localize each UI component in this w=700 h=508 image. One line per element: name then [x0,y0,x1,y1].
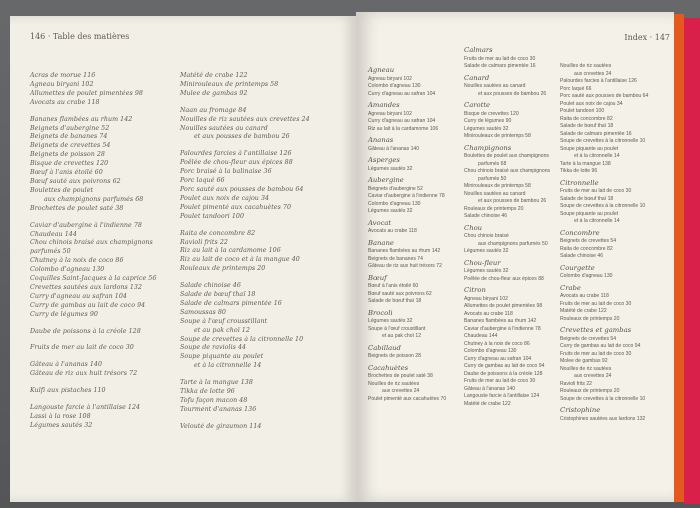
index-entry: Colombo d'agneau 130 [368,200,421,207]
contents-entry: Velouté de giraumon 114 [180,422,262,430]
contents-entry: Poulet tandoori 100 [180,212,245,220]
index-entry: Fruits de mer au lait de coco 30 [464,55,536,62]
index-subentry: aux champignons parfumés 50 [478,240,548,247]
contents-entry: Ravioli frits 22 [180,238,228,246]
index-entry: Légumes sautés 32 [368,318,413,324]
contents-entry: Nouilles de riz sautées aux crevettes 24 [180,115,310,123]
index-entry: Gâteau de riz aux huit trésors 72 [368,263,442,269]
index-entry: Salade de bœuf thaï 18 [368,298,422,304]
spacer [180,371,348,379]
index-entry: Fruits de mer au lait de coco 30 [560,300,632,307]
index-entry: Curry d'agneau au safran 104 [464,355,532,362]
index-entry: Chutney à la noix de coco 86 [464,340,530,347]
index-entry: Beignets de crevettes 54 [560,335,617,342]
contents-entry: et au pak choï 12 [194,326,250,334]
index-subentry: parfumés 50 [478,175,507,182]
index-entry: Poulet aux noix de cajou 34 [560,100,623,107]
contents-entry: Minirouleaux de printemps 58 [180,80,279,88]
index-entry: Boulettes de poulet aux champignons [464,153,549,159]
index-entry: Nouilles sautées au canard [464,190,526,197]
contents-entry: Kulfi aux pistaches 110 [30,387,106,395]
index-entry: Bœuf à l'anis étoilé 60 [368,283,419,289]
index-subentry: et au pak choï 12 [382,333,422,339]
spacer [30,396,180,404]
index-entry: Fruits de mer au lait de coco 30 [464,378,536,384]
contents-entry: Tourment d'ananas 136 [180,405,257,413]
contents-entry: Raita de concombre 82 [180,229,256,237]
spacer [180,142,348,150]
contents-entry: Coquilles Saint-Jacques à la caprice 56 [30,275,157,283]
index-entry: Soupe piquante au poulet [560,145,619,152]
index-entry: Curry de gambas au lait de coco 94 [464,363,545,369]
contents-entry: Langouste farcie à l'antillaise 124 [30,404,141,412]
contents-entry: Colombo d'agneau 130 [30,266,105,274]
index-subentry: et aux pousses de bambou 26 [478,90,547,97]
contents-entry: Salade de bœuf thaï 18 [180,291,256,299]
index-entry: Bisque de crevettes 120 [464,110,519,117]
contents-entry: Bœuf à l'anis étoilé 60 [30,169,103,177]
contents-entry: Avocats au crabe 118 [30,98,100,106]
contents-entry: Tofu façon macon 48 [180,397,248,404]
contents-entry: Curry de légumes 90 [30,310,98,318]
index-heading: Chou-fleur [464,258,501,267]
index-entry: Daube de poissons à la créole 128 [464,370,543,377]
contents-entry: Tarte à la mangue 138 [180,379,253,387]
index-heading: Bœuf [368,273,387,282]
index-heading: Agneau [368,66,395,74]
index-entry: Palourdes farcies à l'antillaise 126 [560,78,637,84]
contents-entry: Lassi à la rose 108 [30,413,91,420]
index-entry: Soupe de crevettes à la citronnelle 10 [560,138,646,144]
contents-entry: Naan au fromage 84 [180,106,247,114]
spacer [180,222,348,230]
index-entry: Ravioli frits 22 [560,380,592,387]
index-entry: Avocats au crabe 118 [560,293,609,299]
contents-entry: Fruits de mer au lait de coco 30 [30,344,134,352]
contents-entry: Bœuf sauté aux poivrons 62 [30,177,121,185]
index-entry: Chou chinois braisé [464,233,509,239]
index-entry: Agneau biryani 102 [368,75,412,82]
index-entry: Légumes sautés 32 [464,248,509,254]
contents-entry: Chou chinois braisé aux champignons [30,239,153,247]
contents-entry: Poêlée de chou-fleur aux épices 88 [180,159,293,167]
index-heading: Courgette [560,263,595,272]
contents-entry: aux champignons parfumés 68 [44,195,144,203]
contents-entry: Tikka de lotte 96 [180,388,235,396]
index-entry: Fruits de mer au lait de coco 30 [560,350,632,357]
index-entry: Poulet tandoori 100 [560,108,605,114]
contents-entry: Poulet aux noix de cajou 34 [180,194,270,202]
index-column-2 [464,43,560,408]
spacer [30,336,180,344]
contents-entry: Porc laqué 66 [180,177,225,185]
index-entry: Colombo d'agneau 130 [464,348,517,354]
contents-entry: Porc braisé à la balinaise 36 [180,168,272,176]
contents-entry: Légumes sautés 32 [30,421,93,429]
contents-entry: Daube de poissons à la créole 128 [30,327,141,335]
index-entry: Cristophines sautées aux lardons 132 [560,415,646,422]
index-entry: Salade de calmars pimentée 16 [560,130,632,137]
spacer [30,320,180,328]
contents-entry: Beignets de crevettes 54 [30,142,111,150]
index-subentry: et aux pousses de bambou 26 [478,198,547,204]
index-entry: Légumes sautés 32 [368,208,413,214]
red-page-edge [684,18,700,504]
contents-entry: Salade de calmars pimentée 16 [180,299,282,307]
index-entry: Langouste farcie à l'antillaise 124 [464,393,540,399]
contents-entry: Acras de morue 116 [30,72,96,79]
contents-column-2 [180,72,348,432]
spacer [30,353,180,361]
index-entry: Salade de calmars pimentée 16 [464,63,536,69]
index-heading: Aubergine [368,176,404,184]
contents-entry: Nouilles sautées au canard [180,124,268,132]
index-entry: Beignets de poisson 28 [368,353,421,359]
index-heading: Calmars [464,46,493,54]
index-entry: Nouilles de riz sautées [560,365,612,372]
index-subentry: aux crevettes 24 [382,388,420,394]
index-entry: Gâteau à l'ananas 140 [368,145,420,152]
contents-entry: Gâteau à l'ananas 140 [30,361,103,369]
index-subentry: aux crevettes 24 [574,70,612,77]
index-entry: Avocats au crabe 118 [464,310,513,317]
index-entry: Allumettes de poulet pimentées 98 [464,303,543,309]
index-subentry: et à la citronnelle 14 [574,218,620,224]
index-entry: Agneau biryani 102 [464,295,508,302]
index-column-1 [368,63,460,403]
index-entry: Rouleaux de printemps 20 [560,388,620,394]
index-heading: Cristophine [560,406,601,414]
index-entry: Nouilles de riz sautées [368,380,420,387]
index-entry: Curry de légumes 90 [464,118,512,124]
contents-entry: Porc sauté aux pousses de bambou 64 [180,185,304,193]
contents-entry: Soupe à l'œuf crousstillant [180,317,268,325]
index-entry: Matété de crabe 122 [560,308,607,314]
index-entry: Matété de crabe 122 [464,400,511,407]
index-entry: Porc laqué 66 [560,85,592,92]
index-heading: Banane [368,238,394,247]
index-entry: Poulet pimenté aux cacahuètes 70 [368,395,447,402]
index-entry: Nouilles sautées au canard [464,83,526,89]
index-subentry: et à la citronnelle 14 [574,153,620,159]
index-entry: Légumes sautés 32 [464,268,509,274]
index-entry: Curry d'agneau au safran 104 [368,90,436,97]
index-entry: Minirouleaux de printemps 58 [464,183,531,189]
contents-entry: Riz au lait de coco et à la mangue 40 [180,256,300,264]
spacer [180,99,348,107]
index-entry: Légumes sautés 32 [368,165,413,172]
index-heading: Chou [464,223,483,232]
index-entry: Beignets de bananes 74 [368,255,423,262]
index-heading: Citronnelle [560,178,599,187]
index-entry: Avocats au crabe 118 [368,228,417,234]
index-entry: Salade de bœuf thaï 18 [560,123,614,129]
index-heading: Crabe [560,283,581,292]
index-entry: Gâteau à l'ananas 140 [464,385,516,392]
spacer [30,379,180,387]
index-entry: Tikka de lotte 96 [560,168,598,174]
index-entry: Soupe de crevettes à la citronnelle 10 [560,203,646,209]
index-entry: Caviar d'aubergine à l'indienne 78 [368,193,445,199]
contents-entry: Salade chinoise 46 [180,282,241,290]
index-entry: Salade chinoise 46 [464,213,508,219]
contents-entry: Gâteau de riz aux huit trésors 72 [30,370,138,378]
contents-entry: Boulettes de poulet [30,186,94,194]
index-entry: Légumes sautés 32 [464,125,509,132]
contents-entry: et à la citronnelle 14 [194,362,262,370]
index-entry: Colombo d'agneau 130 [368,83,421,89]
index-entry: Soupe piquante au poulet [560,210,619,217]
index-column-3 [560,63,668,423]
index-entry: Raita de concombre 82 [560,245,613,252]
index-entry: Bœuf sauté aux poivrons 62 [368,290,432,297]
index-entry: Beignets d'aubergine 52 [368,185,423,192]
index-heading: Cacahuètes [368,363,409,372]
index-entry: Brochettes de poulet saté 38 [368,373,433,379]
spacer [180,274,348,282]
index-subentry: parfumés 68 [478,160,507,167]
index-entry: Chou chinois braisé aux champignons [464,168,551,174]
index-entry: Colombo d'agneau 130 [560,273,613,279]
index-heading: Carotte [464,101,491,109]
index-entry: Agneau biryani 102 [368,110,412,117]
contents-entry: Chaudeau 144 [30,230,77,238]
index-entry: Porc sauté aux pousses de bambou 64 [560,93,649,99]
right-page-header: Index · 147 [624,33,670,42]
index-entry: Salade chinoise 46 [560,253,604,259]
index-entry: Curry d'agneau au safran 104 [368,118,436,124]
index-entry: Bananes flambées au rhum 142 [368,248,441,254]
index-entry: Riz au lait à la cardamome 106 [368,125,439,132]
contents-entry: Beignets de poisson 28 [30,151,105,159]
index-entry: Bananes flambées au rhum 142 [464,318,537,324]
contents-entry: Soupe piquante au poulet [180,353,264,361]
contents-entry: Mulee de gambas 92 [180,89,248,97]
index-entry: Soupe de crevettes à la citronnelle 10 [560,395,646,402]
contents-entry: Bananes flambées au rhum 142 [30,115,133,123]
contents-entry: Poulet pimenté aux cacahuètes 70 [180,203,292,211]
orange-page-edge [674,14,684,502]
index-heading: Avocat [368,218,392,227]
index-heading: Brocoli [368,308,393,317]
index-entry: Rouleaux de printemps 20 [560,315,620,322]
contents-entry: Samoussas 80 [180,308,226,316]
contents-entry: Curry de gambas au lait de coco 94 [30,301,146,309]
index-entry: Nouilles de riz sautées [560,63,612,69]
contents-entry: parfumés 50 [30,248,71,256]
contents-entry: Riz au lait à la cardamome 106 [180,247,281,255]
index-entry: Caviar d'aubergine à l'indienne 78 [464,325,541,332]
contents-column-1 [30,72,180,431]
index-heading: Crevettes et gambas [560,326,632,334]
index-heading: Cabillaud [368,343,401,352]
contents-entry: Caviar d'aubergine à l'indienne 78 [30,221,142,229]
index-heading: Citron [464,286,486,294]
contents-entry: et aux pousses de bambou 26 [194,133,290,141]
index-entry: Poêlée de chou-fleur aux épices 88 [464,275,544,282]
contents-entry: Rouleaux de printemps 20 [180,265,266,273]
spacer [30,108,180,116]
spacer [180,415,348,423]
contents-entry: Crevettes sautées aux lardons 132 [30,283,143,291]
contents-entry: Chutney à la noix de coco 86 [30,257,124,265]
contents-entry: Beignets d'aubergine 52 [30,124,110,132]
spacer [30,214,180,222]
index-entry: Minirouleaux de printemps 58 [464,133,531,139]
index-entry: Molee de gambas 92 [560,358,608,364]
left-page-header: 146 · Table des matières [30,32,130,41]
contents-entry: Soupe de crevettes à la citronnelle 10 [180,335,304,343]
index-entry: Tarte à la mangue 138 [560,160,611,167]
index-heading: Amandes [368,101,400,109]
contents-entry: Soupe de raviolis 44 [180,344,247,352]
contents-entry: Bisque de crevettes 120 [30,160,109,168]
index-entry: Beignets de crevettes 54 [560,238,617,244]
index-entry: Chaudeau 144 [464,333,498,339]
contents-entry: Matété de crabe 122 [180,72,248,79]
index-entry: Soupe à l'œuf croustillant [368,325,426,332]
index-heading: Concombre [560,228,600,237]
contents-entry: Allumettes de poulet pimentées 98 [30,89,143,97]
contents-entry: Agneau biryani 102 [30,80,94,88]
index-entry: Curry de gambas au lait de coco 94 [560,343,641,349]
index-heading: Ananas [368,136,394,144]
index-heading: Champignons [464,143,512,152]
contents-entry: Beignets de bananes 74 [30,133,108,141]
contents-entry: Brochettes de poulet saté 38 [30,204,124,212]
contents-entry: Curry d'agneau au safran 104 [30,292,127,300]
index-entry: Fruits de mer au lait de coco 30 [560,188,632,194]
contents-entry: Palourdes farcies à l'antillaise 126 [180,150,292,158]
index-heading: Asperges [368,156,400,164]
index-heading: Canard [464,73,490,82]
index-entry: Rouleaux de printemps 20 [464,205,524,212]
index-entry: Salade de bœuf thaï 18 [560,195,614,202]
index-entry: Raita de concombre 82 [560,115,613,122]
index-subentry: aux crevettes 24 [574,373,612,379]
